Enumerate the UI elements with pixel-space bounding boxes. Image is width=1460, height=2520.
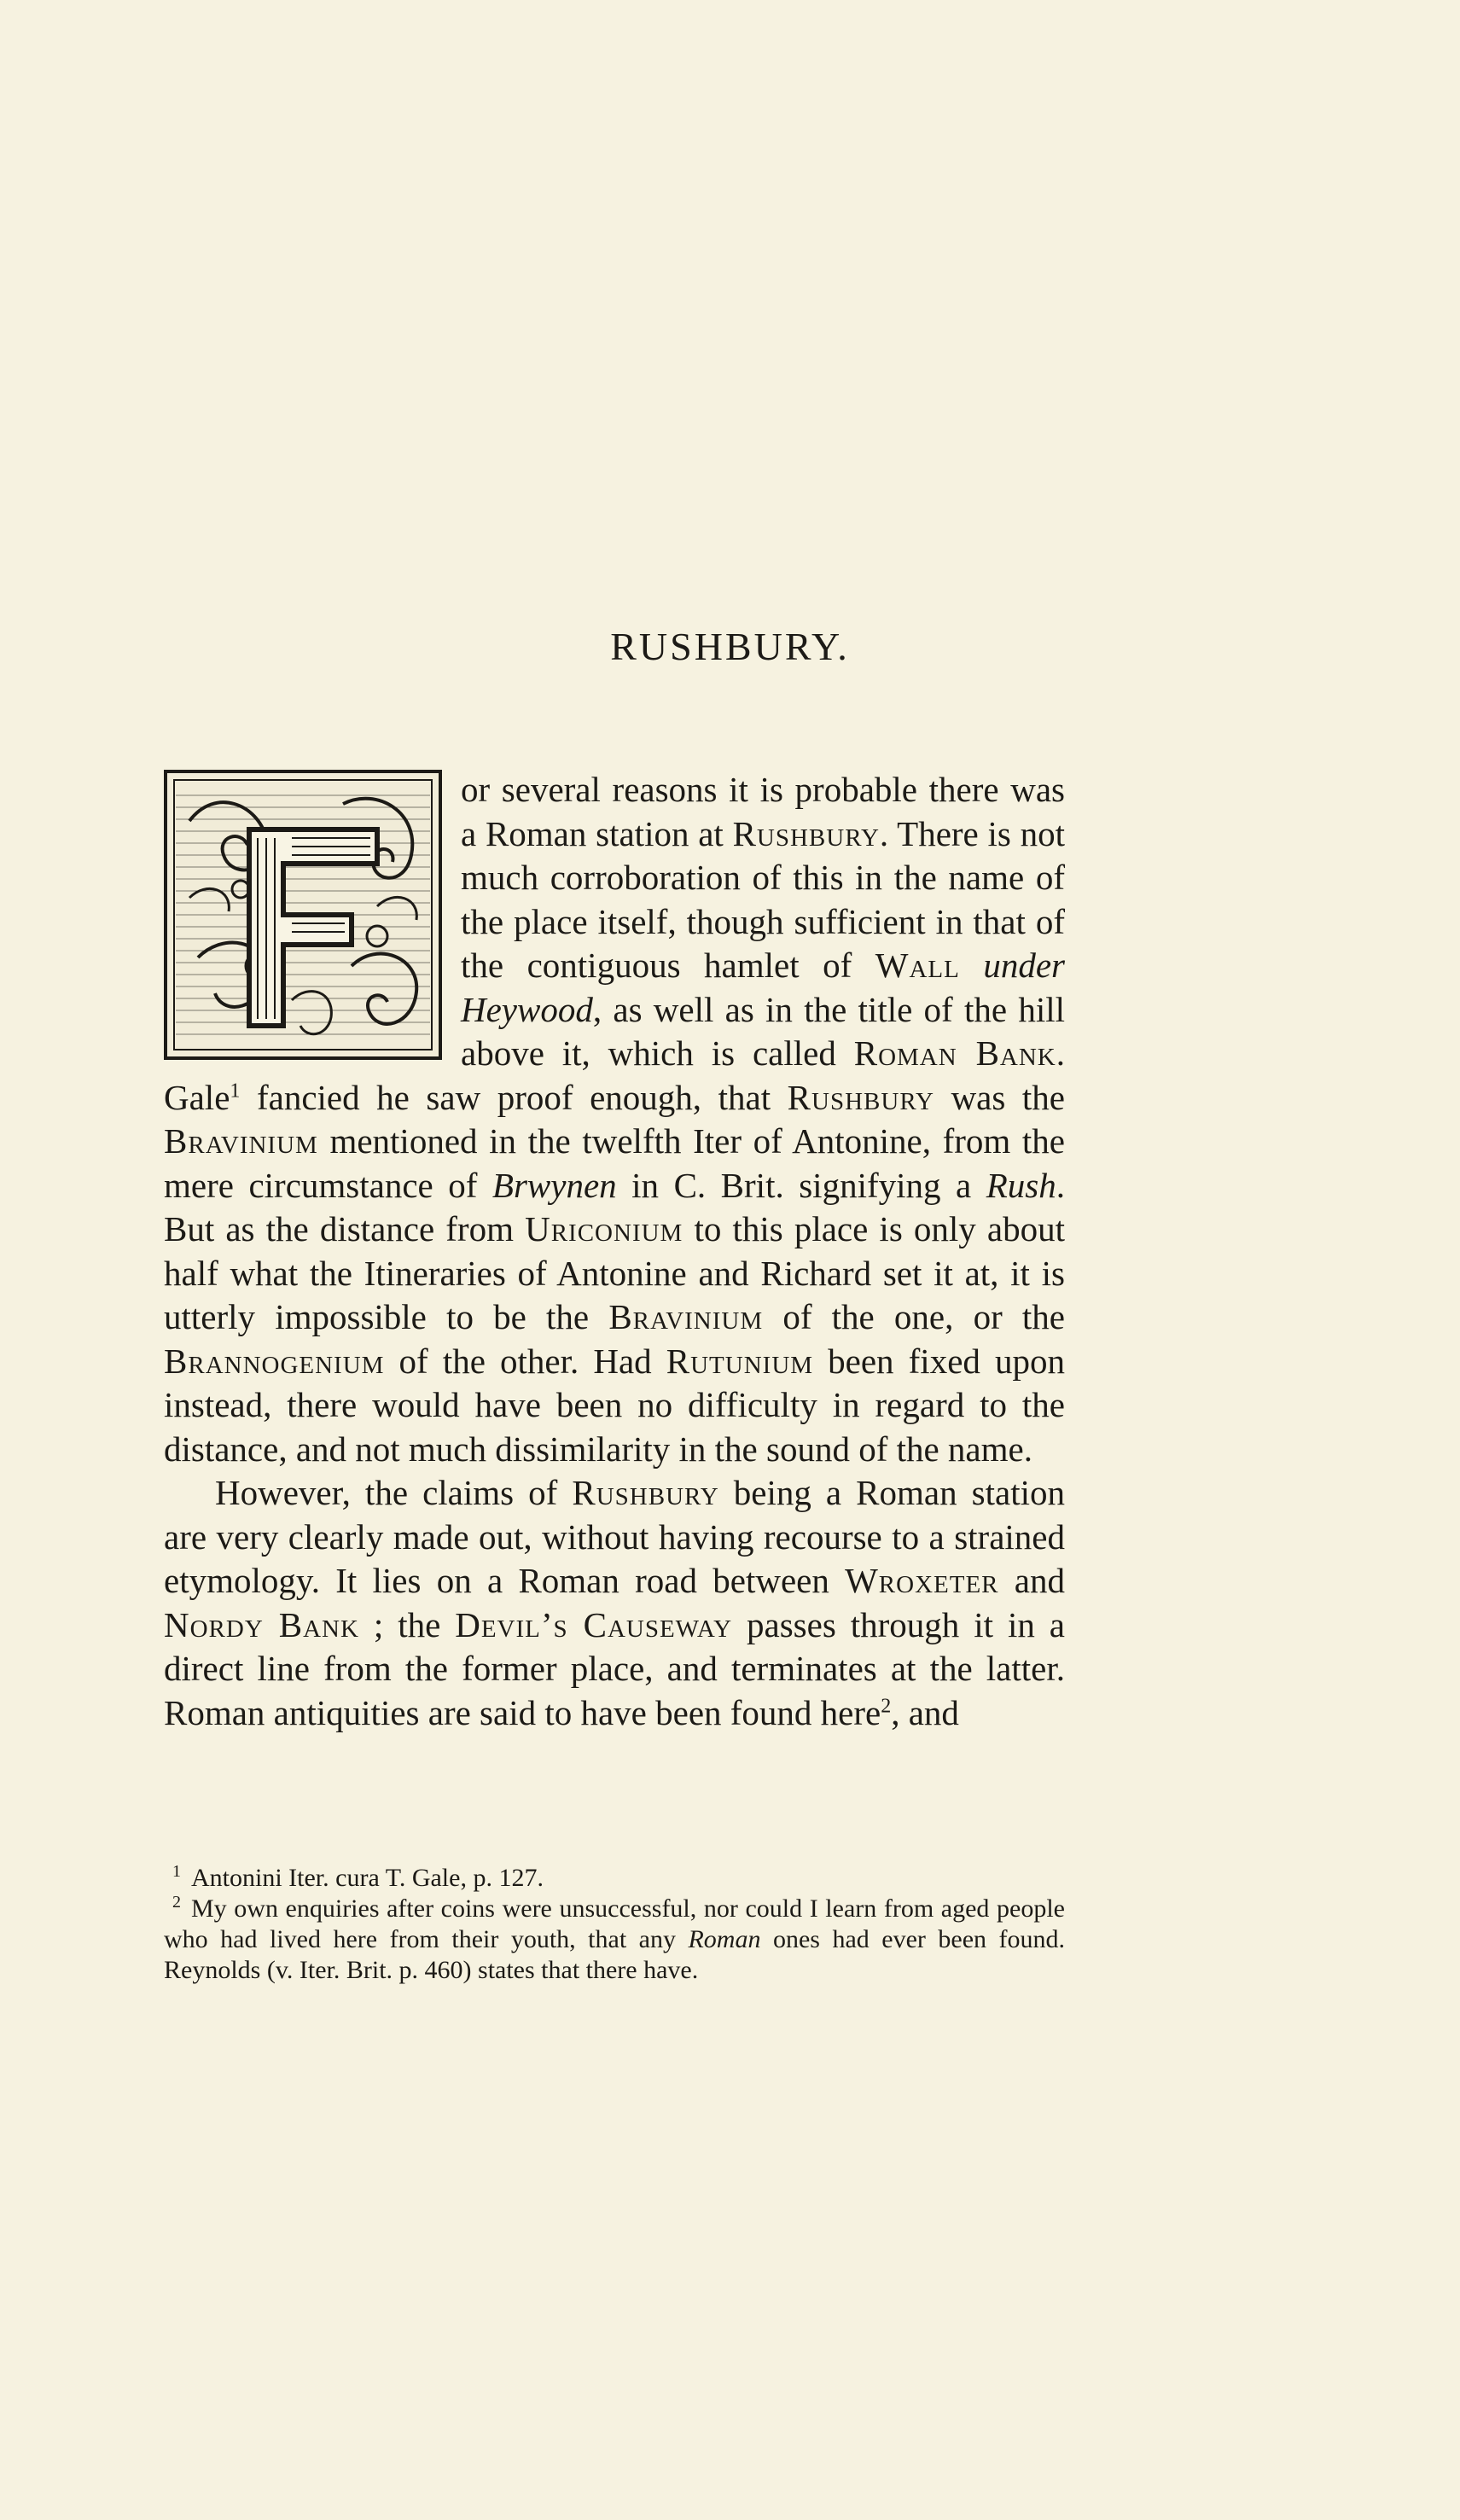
place-name: Devil’s Causeway bbox=[455, 1604, 733, 1644]
text-run: mentioned in the twelfth Iter of Antonine, from the mere circumstance of bbox=[164, 1121, 1065, 1205]
footnote-mark: 1 bbox=[172, 1862, 181, 1881]
place-name: Rushbury bbox=[572, 1473, 719, 1512]
place-name: Rushbury bbox=[787, 1077, 935, 1117]
text-run: . Gale bbox=[164, 1033, 1065, 1117]
place-name: Bravinium bbox=[608, 1297, 764, 1336]
text-run: fancied he saw proof enough, that bbox=[240, 1077, 788, 1117]
text-run: , and bbox=[891, 1692, 959, 1732]
text-run: being a Roman station are very clearly made out, without having recourse to a strained etymology. It lies on a Roman road between bbox=[164, 1473, 1065, 1600]
footnote-text: Antonini Iter. cura T. Gale, p. 127. bbox=[191, 1864, 544, 1892]
place-name: Roman Bank bbox=[853, 1033, 1056, 1073]
text-run: or several reasons it is probable there was a Roman station at bbox=[461, 770, 1065, 853]
text-run: in C. Brit. signifying a bbox=[616, 1165, 986, 1205]
place-name: Rutunium bbox=[666, 1341, 814, 1381]
page-title: RUSHBURY. bbox=[610, 624, 850, 668]
text-run: . But as the distance from bbox=[164, 1165, 1065, 1248]
place-name: Wroxeter bbox=[845, 1561, 999, 1600]
place-name: Bravinium bbox=[164, 1121, 318, 1161]
footnote-text: My own enquiries after coins were unsuccessful, nor could I learn from aged people who had lived here from their youth, that any bbox=[164, 1894, 1065, 1953]
footnotes bbox=[164, 1863, 1065, 1986]
text-run: of the one, or the bbox=[763, 1297, 1065, 1336]
ornamental-initial-f-icon bbox=[164, 770, 442, 1060]
text-run: to this place is only about half what the Itineraries of Antonine and Richard set it at, it is utterly impossible to be the bbox=[164, 1209, 1065, 1336]
text-run: passes through it in a direct line from the former place, and terminates at the latter. Roman antiquities are said to have been found here bbox=[164, 1604, 1065, 1732]
italic-word: Roman bbox=[688, 1925, 761, 1953]
place-name: Uriconium bbox=[525, 1209, 683, 1248]
italic-word: Brwynen bbox=[492, 1165, 617, 1205]
footnote-text: ones had ever been found. Reynolds (v. Iter. Brit. p. 460) states that there have. bbox=[164, 1925, 1065, 1984]
footnote-ref[interactable]: 1 bbox=[230, 1079, 241, 1102]
paragraph-1 bbox=[164, 768, 1065, 1471]
text-run: been fixed upon instead, there would have been no difficulty in regard to the distance, and not much dissimilarity in the sound of the name. bbox=[164, 1341, 1066, 1469]
main-text bbox=[164, 768, 1065, 1735]
place-name: Wall bbox=[875, 946, 960, 985]
text-run: However, the claims of bbox=[215, 1473, 573, 1512]
text-run: ; the bbox=[358, 1604, 456, 1644]
footnote-2 bbox=[164, 1894, 1065, 1986]
place-name: Rushbury bbox=[732, 813, 880, 853]
text-run: , as well as in the title of the hill above it, which is called bbox=[461, 989, 1065, 1073]
italic-word: Rush bbox=[986, 1165, 1056, 1205]
text-run: and bbox=[998, 1561, 1065, 1600]
paragraph-2 bbox=[164, 1471, 1065, 1735]
text-run: . There is not much corroboration of this in the name of the place itself, though sufficient in that of the contiguous hamlet of bbox=[461, 813, 1065, 985]
text-run: of the other. Had bbox=[384, 1341, 666, 1381]
footnote-ref[interactable]: 2 bbox=[881, 1694, 892, 1717]
italic-place-name: under Heywood bbox=[461, 946, 1066, 1029]
footnote-1 bbox=[164, 1863, 1065, 1894]
footnote-mark: 2 bbox=[172, 1893, 181, 1912]
place-name: Brannogenium bbox=[164, 1341, 385, 1381]
text-run bbox=[960, 946, 984, 985]
place-name: Nordy Bank bbox=[164, 1604, 359, 1644]
text-run: was the bbox=[934, 1077, 1065, 1117]
